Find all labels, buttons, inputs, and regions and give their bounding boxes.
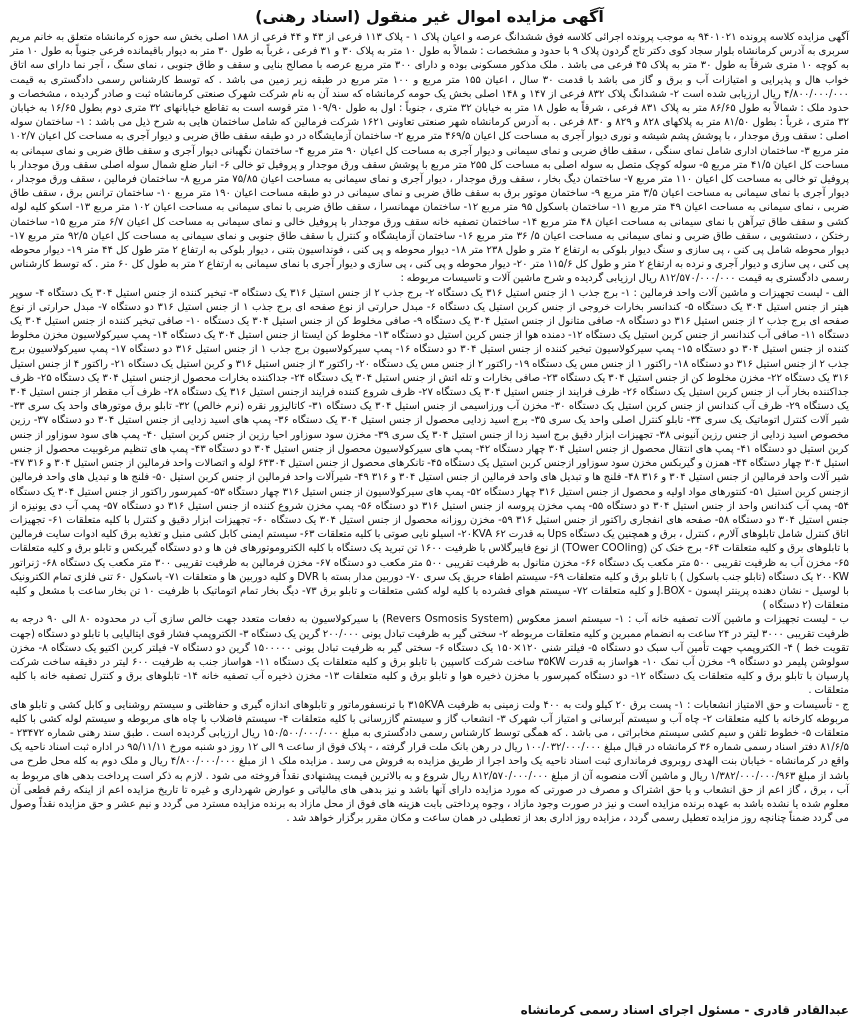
notice-body [10,31,849,826]
signature-line: عبدالقادر قادری - مسئول اجرای اسناد رسمی کرمانشاه [520,1003,849,1017]
section-c-facilities-and-terms: ج - تأسیسات و حق الامتیاز انشعابات : ۱- پست برق ۲۰ کیلو ولت به ۴۰۰ ولت زمینی به ظرفیت ۳۱۵KVA با ترنسفورماتور و تابلوهای اندازه گیری و حفاظتی و سیستم روشنایی و کابل کشی و تابلو های مربوطه کارخانه با کلیه متعلقات ۲- چاه آب و سیستم آبرسانی و امتیاز آب شهرک ۳- انشعاب گاز و سیستم گازرسانی با کلیه متعلقات ۴- سیستم فاضلاب با چاه های مربوطه و سیستم لوله کشی با کلیه متعلقات ۵- خطوط تلفن و سیم کشی سیستم مخابراتی ، می باشد . که همگی توسط کارشناس رسمی دادگستری به مبلغ ۱۵۰/۵۰۰/۰۰۰/۰۰۰ ریال ارزیابی گردیده است . طبق سند رهنی شماره ۲۳۴۷۲ - ۸۱/۶/۵ دفتر اسناد رسمی شماره ۳۶ کرمانشاه در قبال مبلغ ۱۰۰/۰۳۲/۰۰۰/۰۰۰ ریال در رهن بانک ملت قرار گرفته ، - پلاک فوق از ساعت ۹ الی ۱۲ روز دو شنبه مورخ ۹۵/۱۱/۱۱ در اداره ثبت اسناد ناحیه یک واقع در کرمانشاه - خیابان بنت الهدی روبروی فرمانداری ثبت اسناد ناحیه یک واحد اجرا از طریق مزایده به فروش می رسد . مزایده ملک ۱ از مبلغ ۴/۸۰۰/۰۰۰/۰۰۰ ریال و ملک دوم به کله محل طرح می باشد از مبلغ ۱/۳۸۲/۰۰۰/۰۰۰/۹۶۳ ریال و ماشین آلات منصوبه آن از مبلغ ۸۱۲/۵۷۰/۰۰۰/۰۰۰ ریال شروع و به بالاترین قیمت پیشنهادی نقداً فروخته می شود . لازم به ذکر است پرداخت بدهی های مربوط به آب ، برق ، گاز اعم از حق انشعاب و یا حق اشتراک و مصرف در صورتی که مورد مزایده دارای آنها باشد و نیز بدهی های مالیاتی و عوارض شهرداری و غیره تا تاریخ مزایده اعم از اینکه رقم قطعی آن معلوم شده یا نشده باشد به عهده برنده مزایده است و نیز در صورت وجود مازاد ، وجوه پرداختی بابت هزینه های فوق از محل مازاد به برنده مزایده مسترد می گردد و نیم عشر و حق مزایده نقداً وصول می گردد ضمناً چنانچه روز مزایده تعطیل رسمی گردد ، مزایده روز اداری بعد از تعطیلی در همان ساعت و مکان مقرر برگزار خواهد شد . [10,699,850,825]
property-description: آگهی مزایده کلاسه پرونده ۹۴۰۱۰۲۱ به موجب پرونده اجرائی کلاسه فوق ششدانگ عرصه و اعیان پلاک ۱ - پلاک ۱۱۳ فرعی از ۴۳ و ۴۴ فرعی از ۱۸۸ اصلی بخش سه حوزه کرمانشاه متعلق به خانم مریم سربری به آدرس کرمانشاه بلوار سجاد کوی دکتر تاج گردون پلاک ۹ با حدود و مشخصات : شمالاً به طول ۱۰ متر به پلاک ۳۰ و ۳۱ فرعی ، غرباً به طول ۳۰ متر به دیوار باقیمانده فرعی جنوباً به طول ۱۰ متر به کوچه ۱۰ متری شرقاً به طول ۳۰ متر به پلاک ۴۵ فرعی می باشد . ملک مذکور مسکونی بوده و دارای ۳۰۰ متر مربع عرصه با مصالح بنایی و سقف و طاق جنوبی ، نمای سنگ ، آجر نما دارای سه اتاق خواب هال و پذیرایی و امتیازات آب و برق و گاز می باشد با قدمت ۳۰ سال ، اعیان ۱۵۵ متر مربع و ۱۰۰ متر مربع در طبقه زیر زمین می باشد . که توسط کارشناس رسمی دادگستری به قیمت ۴/۸۰۰/۰۰۰/۰۰۰ ریال ارزیابی شده است ۲- ششدانگ پلاک ۸۳۲ فرعی از ۱۴۷ و ۱۴۸ اصلی بخش یک حومه کرمانشاه که سند آن به نام شرکت شهرک صنعتی کرمانشاه ثبت و صادر گردیده ، مشخصات و حدود ملک : شمالاً به طول ۸۶/۶۵ متر به پلاک ۸۳۱ فرعی ، شرقاً به طول ۱۸ متر به خیابان ۳۲ متری ، جنوباً : اول به طول ۱۰۹/۹۰ متر قوسه است به تقاطع خیابانهای ۳۲ متری دوم بطول ۱۶/۶۵ به خیابان ۳۲ متری ، غرباً : بطول ۸۱/۵۰ متر به پلاکهای ۸۲۸ و ۸۲۹ و ۸۳۰ فرعی . به آدرس کرمانشاه شهر صنعتی تعاونی ۱۶۲۱ شرکت فرمالین که شامل ساختمان هایی به شرح ذیل می باشد : ۱- ساختمان سوله اصلی : سقف ورق موجدار ، با پوشش پشم شیشه و نوری دیوار آجری به مساحت کل اعیان ۴۶۹/۵ متر مربع ۲- ساختمان آزمایشگاه در دو طبقه سقف طاق ضربی و دیوار آجری به مساحت کل اعیان ۱۰۲/۷ متر مربع ۳- ساختمان اداری شامل نمای سنگی ، سقف طاق ضربی و نمای سیمانی و دیوار آجری به مساحت کل اعیان ۹۰ متر مربع ۴- ساختمان نگهبانی دیوار آجری و سقف طاق ضربی و نمای سیمانی به مساحت کل اعیان ۴۱/۵ متر مربع ۵- سوله کوچک متصل به سوله اصلی به مساحت کل ۲۵۵ متر مربع با پوشش سقف ورق موجدار و پروفیل تو خالی ۶- انبار ضلع شمال سوله اصلی سقف ورق موجدار با پروفیل تو خالی به مساحت کل اعیان ۱۱۰ متر مربع ۷- ساختمان دیگ بخار ، سقف ورق موجدار ، دیوار آجری و نمای سیمانی به مساحت اعیان ۷۵/۸۵ متر مربع ۸- ساختمان فرمالین ، سقف ورق موجدار ، دیوار آجری با نمای سیمانی به مساحت اعیان ۳/۵ متر مربع ۹- ساختمان موتور برق به سقف طاق ضربی و نمای سیمانی در دو طبقه مساحت اعیان ۱۹۰ متر مربع ۱۰- ساختمان ترانس برق ، سقف طاق ضربی ، نمای سیمانی به مساحت اعیان ۴۹ متر مربع ۱۱- ساختمان باسکول ۹۵ متر مربع ۱۲- ساختمان مهمانسرا ، سقف طاق ضربی با نمای سیمانی به مساحت اعیان ۱۰۲ متر مربع ۱۳- اسکو کلیه لوله کشی و سقف طاق تیرآهن با نمای سیمانی به مساحت اعیان ۴۸ متر مربع ۱۴- ساختمان تصفیه خانه سقف ورق موجدار با پروفیل خالی و نمای سیمانی به مساحت کل اعیان ۶/۷ متر مربع ۱۵- ساختمان رختکن ، دستشویی ، سقف طاق ضربی و نمای سیمانی به مساحت اعیان ۵/ ۳۶ متر مربع ۱۶- ساختمان آزمایشگاه و کنترل با سقف طاق جنوبی و نمای سیمانی به مساحت کل اعیان ۹۲/۵ متر مربع ۱۷- دیوار محوطه شامل پی کنی ، پی سازی و سنگ دیوار بلوکی به ارتفاع ۲ متر و طول ۲۳۸ متر ۱۸- دیوار محوطه و پی کنی ، فونداسیون بتنی ، دیوار بلوکی به ارتفاع ۲ متر طول کل ۴۴ متر ۱۹- دیوار محوطه پی کنی ، پی سازی و دیوار آجری و نرده به ارتفاع ۲ متر و طول کل ۱۱۵/۶ متر ۲۰- دیوار محوطه و پی کنی ، پی سازی و دیوار آجری با نمای سیمانی به ارتفاع ۲ متر به طول کل ۶۰ متر . که توسط کارشناس رسمی دادگستری به قیمت ۸۱۲/۵۷۰/۰۰۰/۰۰۰ ریال ارزیابی گردیده و شرح ماشین آلات و تاسیسات مربوطه : [10,32,850,285]
section-a-formalin-equipment: الف - لیست تجهیزات و ماشین آلات واحد فرمالین : ۱- برج جذب ۱ از جنس استیل ۳۱۶ یک دستگاه ۲- برج جذب ۲ از جنس استیل ۳۱۶ یک دستگاه ۳- تبخیر کننده از جنس استیل ۳۰۴ یک دستگاه ۴- سوپر هیتر از جنس استیل ۳۰۴ یک دستگاه ۵- کندانسر بخارات خروجی از جنس کربن استیل یک دستگاه ۶- مبدل حرارتی از نوع صفحه ای برج جذب ۱ از جنس استیل ۳۱۶ دو دستگاه ۷- مبدل حرارتی از نوع صفحه ای برج جذب ۲ از جنس استیل ۳۱۶ دو دستگاه ۸- صافی متانول از جنس استیل ۳۰۴ یک دستگاه ۹- صافی مخلوط کن از جنس استیل ۳۰۴ یک دستگاه ۱۰- صافی تبخیر کننده از جنس استیل ۳۰۴ یک دستگاه ۱۱- صافی آب کندانسر از جنس کربن استیل یک دستگاه ۱۲- دمنده هوا از جنس کربن استیل دو دستگاه ۱۳- مخلوط کن ایستا از جنس استیل ۳۰۴ یک دستگاه ۱۴- پمپ سیرکولاسیون مخزن مخلوط کننده از جنس استیل ۳۰۴ دو دستگاه ۱۵- پمپ سیرکولاسیون تبخیر کننده از جنس استیل ۳۰۴ دو دستگاه ۱۶- پمپ سیرکولاسیون برج جذب ۱ از جنس استیل ۳۱۶ دو دستگاه ۱۷- پمپ سیرکولاسیون برج جذب ۲ از جنس استیل ۳۱۶ دو دستگاه ۱۸- راکتور ۱ از جنس مس یک دستگاه ۱۹- راکتور ۲ از جنس مس یک دستگاه ۲۰- راکتور ۳ از جنس استیل ۳۱۶ و کربن استیل یک دستگاه ۲۱- راکتور ۴ از جنس استیل ۳۱۶ یک دستگاه ۲۲- مخزن مخلوط کن از جنس استیل ۳۰۴ یک دستگاه ۲۳- صافی بخارات و تله اتش از جنس استیل ۳۰۴ یک دستگاه ۲۴- جداکننده بخارات محصول ازجنس استیل ۳۰۴ یک دستگاه ۲۵- ظرف جداکننده بخار آب از جنس کربن استیل یک دستگاه ۲۶- ظرف فرایند از جنس استیل ۳۰۴ یک دستگاه ۲۷- ظرف شروع کننده فرایند ازجنس استیل ۳۱۶ یک دستگاه ۲۸- ظرف آب مقطر از جنس استیل ۳۰۴ یک دستگاه ۲۹- ظرف آب کندانس از جنس کربن استیل یک دستگاه ۳۰- مخزن آب ورزاسیمی از جنس استیل ۳۰۴ یک دستگاه ۳۱- کاتالیزور نقره (نرم خالص) ۳۲- تابلو برق موتورهای واحد یک سری ۳۳- شیر آلات کنترل اتوماتیک یک سری ۳۴- تابلو کنترل اصلی واحد یک سری ۳۵- برج اسید زدایی محصول از جنس استیل ۳۰۴ یک دستگاه ۳۶- پمپ های اسید زدایی از جنس استیل ۳۰۴ دو دستگاه ۳۷- رزین مخصوص اسید زدایی از جنس رزین آنیونی ۳۸- تجهیزات ابزار دقیق برج اسید زدا از جنس استیل ۳۰۴ یک سری ۳۹- مخزن سود سوزاور احیا رزین از جنس کربن استیل ۴۰- پمپ های سود سوزاور از جنس کربن استیل دو دستگاه ۴۱- پمپ های انتقال محصول از جنس استیل ۳۰۴ چهار دستگاه ۴۲- پمپ های سیرکولاسیون محصول از جنس استیل ۳۰۴ دو دستگاه ۴۳- پمپ های تنظیم مرغوبیت محصول از جنس استیل ۳۰۴ چهار دستگاه ۴۴- همزن و گیربکس مخزن سود سوزاور ازجنس کربن استیل یک دستگاه ۴۵- تانکرهای محصول از جنس استیل ۶۴۳۰۴ لوله و اتصالات واحد فرمالین از جنس استیل ۳۰۴ و ۳۱۶ ۴۷- شیر آلات واحد فرمالین از جنس استیل ۳۰۴ و ۳۱۶ ۴۸- فلنج ها و تبدیل های واحد فرمالین از جنس استیل ۳۰۴ و ۳۱۶ ۴۹- شیرآلات واحد فرمالین از جنس کربن استیل ۵۰- فلنج ها و تبدیل های واحد فرمالین ازجنس کربن استیل ۵۱- کنتورهای مواد اولیه و محصول از جنس استیل ۳۱۶ چهار دستگاه ۵۲- پمپ های سیرکولاسیون از جنس استیل ۳۱۶ چهار دستگاه ۵۳- کمپرسور راکتور از جنس استیل ۳۰۴ یک دستگاه ۵۴- پمپ آب کندانس واحد از جنس استیل ۳۰۴ دو دستگاه ۵۵- پمپ مخزن پروسه از جنس استیل ۳۱۶ دو دستگاه ۵۶- پمپ مخزن شروع کننده از جنس استیل ۳۱۶ دو دستگاه ۵۷- پمپ آب دی یونیزه از جنس استیل ۳۰۴ دو دستگاه ۵۸- صفحه های انفجاری راکتور از جنس استیل ۳۱۶ ۵۹- مخزن روزانه محصول از جنس استیل ۳۰۴ یک دستگاه ۶۰- تجهیزات ابزار دقیق و کنترل با کلیه متعلقات ۶۱- تجهیزات اتاق کنترل شامل تابلوهای آلارم ، کنترل ، برق و همچنین یک دستگاه Ups به قدرت ۲۰KVA ۶۲- اسیلو نایی صوتی با کلیه متعلقات ۶۳- سیستم ایمنی کابل کشی منبل و تغذیه برق کلیه ادوات سایت فرمالین با تابلوهای برق و کلیه متعلقات ۶۴- برج خنک کن (TOwer COOling) از نوع فایبرگلاس با ظرفیت ۱۶۰۰ تن تبرید یک دستگاه با کلیه الکتروموتورهای فن ها و دو دستگاه گیربکس و تابلو برق و کلیه متعلقات ۶۵- مخزن آب به ظرفیت تقریبی ۵۰۰ متر مکعب یک دستگاه ۶۶- مخزن متانول به ظرفیت تقریبی ۵۰۰ متر مکعب دو دستگاه ۶۷- مخزن فرمالین به ظرفیت تقریبی ۳۰۰ متر مکعب یک دستگاه ۶۸- ژنراتور ۲۰۰KW یک دستگاه (تابلو جنب باسکول ) با تابلو برق و کلیه متعلقات ۶۹- سیستم اطفاء حریق یک سری ۷۰- دوربین مدار بسته با DVR و کلیه دوربین ها و متعلقات ۷۱- باسکول ۶۰ تنی فلزی تمام الکترونیک با لوسیل - نشان دهنده پرینتر اپسون - J.BOX و کلیه متعلقات ۷۲- سیستم هوای فشرده با کلیه لوله کشی متعلقات و تابلو برق ۷۳- دیگ بخار تمام اتوماتیک با ظرفیت ۱۰ تن بخار ساعت با مشعل و کلیه متعلقات (۲ دستگاه ) [10,287,850,612]
section-b-water-treatment: ب - لیست تجهیزات و ماشین آلات تصفیه خانه آب : ۱- سیستم اسمز معکوس (Revers Osmosis System) با سیرکولاسیون به دفعات متعدد جهت خالص سازی آب در محدوده ۸۰ الی ۹۰ درجه به ظرفیت تقریبی ۳۰۰۰ لیتر در ۲۴ ساعت به انضمام ممبرین و کلیه متعلقات مربوطه ۲- سختی گیر به ظرفیت تبادل یونی ۲۰۰/۰۰۰ گرین یک دستگاه ۳- الکتروپمپ فشار قوی ایتالیایی با تابلو دو دستگاه (جهت تقویت خط ) ۴- الکتروپمپ جهت تأمین آب سبک دو دستگاه ۵- فیلتر شنی ۱۲۰×۱۵۰ یک دستگاه ۶- سختی گیر به ظرفیت تبادل یونی ۱۵۰۰۰۰۰ گرین دو دستگاه ۷- فیلتر کربن اکتیو یک دستگاه ۸- مخزن سولوشن پلیمر دو دستگاه ۹- مخزن آب نمک ۱۰- هواساز به قدرت ۳۵KW ساخت شرکت کاسپین با تابلو برق و کلیه متعلقات یک دستگاه ۱۱- هواساز جنب به ظرفیت ۶۰۰ لیتر در دقیقه ساخت شرکت پارسیان با تابلو برق و کلیه متعلقات یک دستگاه ۱۲- دو دستگاه کمپرسور با مخزن ذخیره هوا و تابلو برق و کلیه متعلقات ۱۳- مخزن ذخیره آب تصفیه خانه ۱۴- تابلوهای برق و کنترل تصفیه خانه با کلیه متعلقات . [10,614,850,697]
notice-title: آگهی مزایده اموال غیر منقول (اسناد رهنی) [255,7,604,26]
